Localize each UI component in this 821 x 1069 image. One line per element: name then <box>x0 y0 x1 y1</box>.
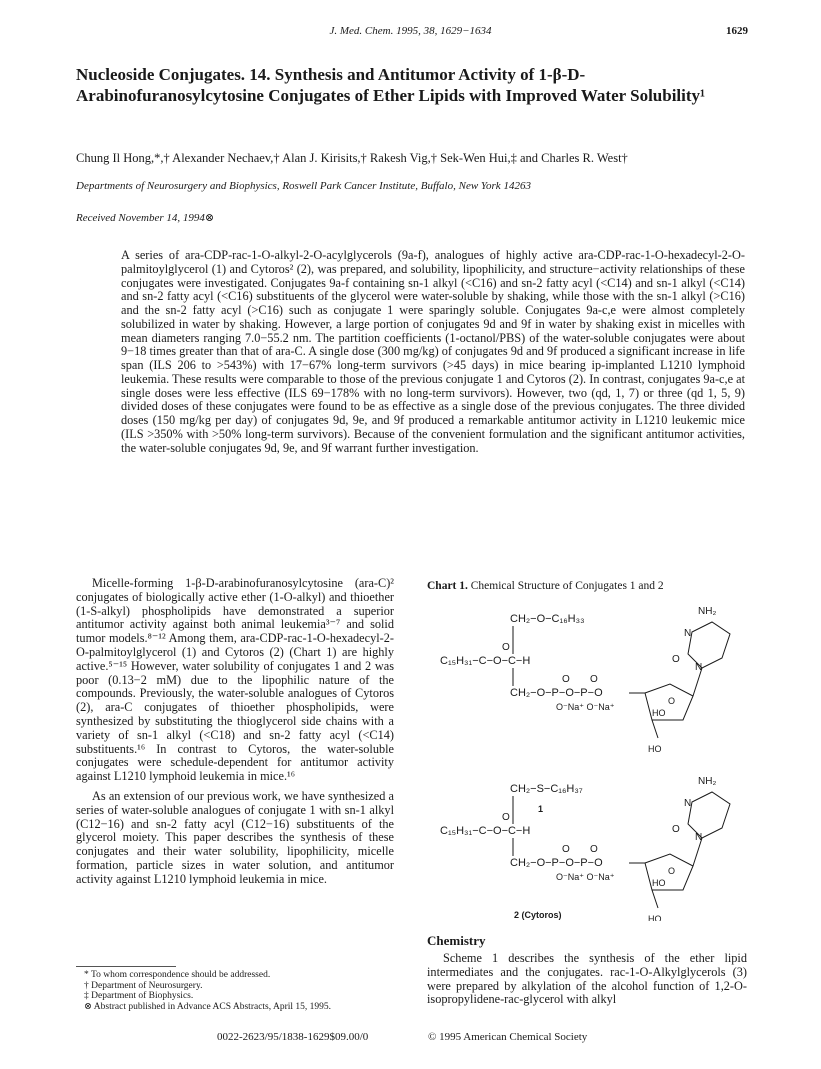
structure-2-carbonyl-o: O <box>502 812 510 823</box>
structure-1-top-chain: CH₂−O−C₁₆H₃₃ <box>510 613 585 625</box>
footer-code: 0022-2623/95/1838-1629$09.00/0 <box>217 1031 369 1043</box>
structure-2-p2-o: O <box>590 844 598 855</box>
article-title: Nucleoside Conjugates. 14. Synthesis and Antitumor Activity of 1-β-D-Arabinofuranosylcytosine Conjugates of Ether Lipids with Improved Water Solubility¹ <box>76 65 706 105</box>
structure-1-salts: O⁻Na⁺ O⁻Na⁺ <box>556 702 615 712</box>
introduction <box>76 577 394 893</box>
structure-2-salts: O⁻Na⁺ O⁻Na⁺ <box>556 872 615 882</box>
structure-1-acyl: C₁₅H₃₁−C−O−C−H <box>440 655 531 667</box>
footnote-biophysics: ‡ Department of Biophysics. <box>84 991 194 1001</box>
structure-2-n3: N <box>684 798 692 809</box>
footnote-correspondence: * To whom correspondence should be addressed. <box>84 970 271 980</box>
intro-paragraph-2: As an extension of our previous work, we have synthesized a series of water-soluble analogues of conjugate 1 with sn-1 alkyl (C12−16) and sn-2 fatty acyl (C12−16) substituents of the glycerol moiety. This paper describes the synthesis of these conjugates and their water solubility, lipophilicity, micelle formation, particle sizes in water solution, and antitumor activity against L1210 lymphoid leukemia in mice. <box>76 788 394 886</box>
abstract <box>121 249 745 455</box>
structure-1-nh2: NH₂ <box>698 606 717 617</box>
structure-1-c2-o: O <box>672 654 680 665</box>
structure-1-ring-o: O <box>668 696 676 706</box>
footnote-neurosurgery: † Department of Neurosurgery. <box>84 980 203 991</box>
structure-2-phosphate: CH₂−O−P−O−P−O <box>510 857 603 869</box>
footer-copyright: © 1995 American Chemical Society <box>428 1031 588 1043</box>
footnotes <box>84 970 414 1012</box>
chart-caption-text: Chemical Structure of Conjugates 1 and 2 <box>470 580 664 592</box>
journal-header: J. Med. Chem. 1995, 38, 1629−1634 <box>329 25 492 37</box>
abstract-text: A series of ara-CDP-rac-1-O-alkyl-2-O-acylglycerols (9a-f), analogues of highly active ara-CDP-rac-1-O-hexadecyl-2-O-palmitoylglycerol (1) and Cytoros² (2), was prepared, and solubility, lipophilicity, and structure−activity relationships of these conjugates were investigated. Conjugates 9a-f containing sn-1 alkyl (<C16) and sn-2 fatty acyl (<C14) and sn-1 alkyl (<C14) and sn-2 fatty acyl (<C16) substituents of the glycerol were water-soluble by shaking, while those with the sn-1 alkyl (>C16) and the sn-2 fatty acyl (>C16) such as conjugate 1 were sparingly soluble. Conjugates 9a-c,e were almost completely solubilized in water by shaking. However, a large portion of conjugates 9d and 9f in water by shaking exist in micelles with mean diameters ranging 7.0−55.2 nm. The partition coefficients (1-octanol/PBS) of the water-soluble conjugates were about 9−18 times greater than that of ara-C. A single dose (300 mg/kg) of conjugates 9d and 9f produced a significant increase in life span (ILS 206 to >543%) with 17−67% long-term survivors (>45 days) in mice bearing ip-implanted L1210 lymphoid leukemia. These results were comparable to those of the previous conjugate 1 and Cytoros (2). In contrast, conjugates 9a-c,e at single doses were less effective (ILS 69−178% with no long-term survivors). However, two (qd, 1, 7) or three (qd 1, 5, 9) divided doses of these conjugates were found to be as effective as a single dose of the previous conjugates. The three divided doses (150 mg/kg per day) of conjugates 9d, 9e, and 9f produced a remarkable antitumor activity in L1210 leukemic mice (ILS >350% with >50% long-term survivors). Because of the convenient formulation and the significant antitumor activities, the water-soluble conjugates 9d, 9e, and 9f warrant further investigation. <box>121 248 745 455</box>
footnote-divider <box>76 966 176 967</box>
structure-1-ho: HO <box>652 708 666 718</box>
structure-1-p1-o: O <box>562 674 570 685</box>
structure-2 <box>440 776 730 921</box>
intro-paragraph-1: Micelle-forming 1-β-D-arabinofuranosylcytosine (ara-C)² conjugates of biologically active ether (1-O-alkyl) and thioether (1-S-alkyl) phospholipids have demonstrated a superior antitumor activity against both animal leukemia³⁻⁷ and solid tumor models.⁸⁻¹² Among them, ara-CDP-rac-1-O-hexadecyl-2-O-palmitoylglycerol (1) and Cytoros (2) (Chart 1) are highly active.⁵⁻¹⁵ However, water solubility of conjugates 1 and 2 was poor (0.13−2 mM) due to the lipophilic nature of the compounds. Previously, the water-soluble analogues of Cytoros (2), ara-C conjugates of thioether phospholipids, were synthesized by substituting the thioglycerol side chains with a variety of sn-1 alkyl (<C18) and sn-2 fatty acyl (<C14) substituents.¹⁶ In contrast to Cytoros, the water-soluble conjugates were schedule-dependent for antitumor activity against L1210 lymphoid leukemia in mice.¹⁶ <box>76 576 394 784</box>
structure-2-nh2: NH₂ <box>698 776 717 787</box>
structure-2-c2-o: O <box>672 824 680 835</box>
chemistry-section <box>427 952 747 1007</box>
structure-1-n1: N <box>695 662 703 673</box>
structure-1-label: 1 <box>538 804 544 814</box>
structure-2-ho: HO <box>652 878 666 888</box>
structure-2-acyl: C₁₅H₃₁−C−O−C−H <box>440 825 531 837</box>
structure-1-ho-lower: HO <box>648 744 662 754</box>
structure-2-ring-o: O <box>668 866 676 876</box>
structure-2-p1-o: O <box>562 844 570 855</box>
page-number: 1629 <box>726 25 748 37</box>
structure-1-n3: N <box>684 628 692 639</box>
structure-2-ho-lower: HO <box>648 914 662 921</box>
chemical-structure-figure <box>440 596 740 921</box>
chart-caption-label: Chart 1. <box>427 580 468 592</box>
structure-2-n1: N <box>695 832 703 843</box>
author-list: Chung Il Hong,*,† Alexander Nechaev,† Alan J. Kirisits,† Rakesh Vig,† Sek-Wen Hui,‡ and Charles R. West† <box>76 151 628 165</box>
section-heading-chemistry: Chemistry <box>427 933 486 948</box>
structure-2-top-chain: CH₂−S−C₁₆H₃₇ <box>510 783 583 795</box>
structure-2-label: 2 (Cytoros) <box>514 910 562 920</box>
affiliation: Departments of Neurosurgery and Biophysics, Roswell Park Cancer Institute, Buffalo, New York 14263 <box>76 180 531 192</box>
chemistry-paragraph: Scheme 1 describes the synthesis of the ether lipid intermediates and the conjugates. rac-1-O-Alkylglycerols (3) were prepared by alkylation of the alcohol function of 1,2-O-isopropylidene-rac-glycerol with alkyl <box>427 951 747 1007</box>
structure-1-phosphate: CH₂−O−P−O−P−O <box>510 687 603 699</box>
structure-1-carbonyl-o: O <box>502 642 510 653</box>
structure-1-p2-o: O <box>590 674 598 685</box>
chart-caption <box>427 580 664 592</box>
footnote-abstract-published: ⊗ Abstract published in Advance ACS Abstracts, April 15, 1995. <box>84 1001 332 1012</box>
received-date: Received November 14, 1994⊗ <box>76 212 215 224</box>
structure-1 <box>440 606 730 814</box>
